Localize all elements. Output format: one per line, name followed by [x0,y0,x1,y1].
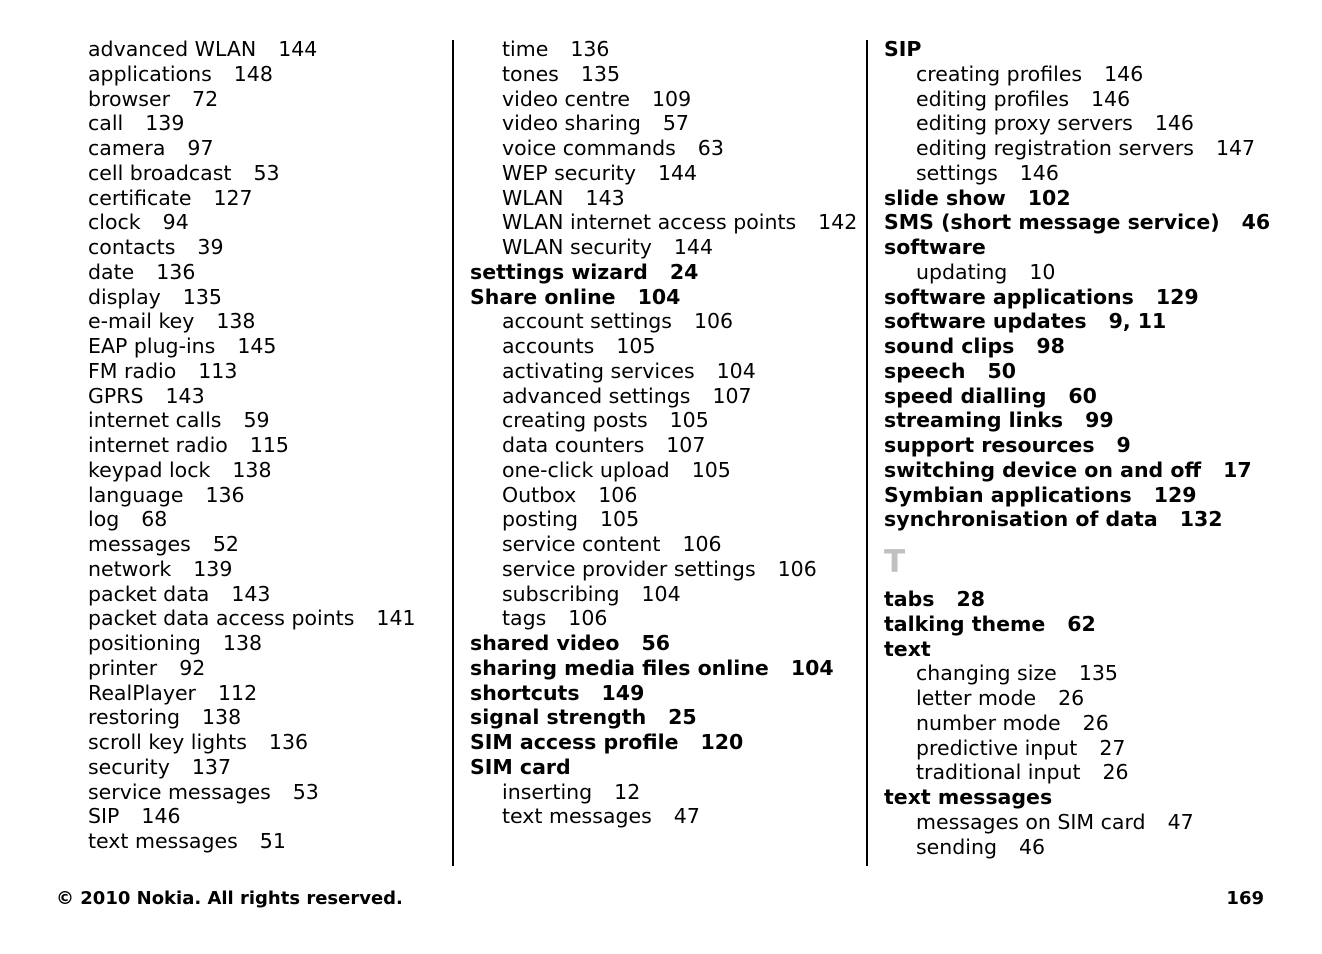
index-subentry [884,260,1304,285]
index-entry [884,384,1304,409]
index-page-ref: 17 [1223,457,1252,482]
index-term: text messages [88,829,238,853]
index-entry [884,235,1304,260]
index-page-ref: 135 [580,61,621,86]
index-term: text [884,636,931,661]
index-subentry [470,384,850,409]
index-subentry [470,136,850,161]
index-page-ref: 138 [222,631,263,655]
index-term: keypad lock [88,457,211,482]
index-page-ref: 105 [599,507,640,532]
index-term: advanced settings [502,383,691,408]
index-subentry [88,656,448,681]
index-entry [884,186,1304,211]
index-term: EAP plug-ins [88,334,216,358]
index-entry [884,637,1304,662]
index-entry [470,285,850,310]
index-term: data counters [502,433,645,457]
index-entry [470,705,850,730]
index-term: language [88,482,184,507]
index-entry [884,37,1304,62]
index-page-ref: 47 [1167,809,1194,834]
index-subentry [470,557,850,582]
index-term: text messages [884,785,1053,809]
index-page-ref: 106 [568,606,608,631]
index-subentry [884,686,1304,711]
index-page-ref: 62 [1067,611,1096,636]
index-entry [884,408,1304,433]
index-term: service messages [88,779,271,804]
index-page-ref: 104 [716,358,756,383]
index-term: number mode [916,710,1061,735]
index-page-ref: 138 [216,309,256,334]
index-page-ref: 138 [232,457,272,482]
index-subentry [470,87,850,112]
index-page-ref: 144 [278,37,318,61]
index-term: creating posts [502,408,648,433]
index-entry [470,260,850,285]
index-term: accounts [502,334,595,358]
index-page-ref: 109 [652,86,692,111]
index-page-ref: 72 [192,86,219,111]
index-page-ref: 56 [641,631,671,655]
index-term: RealPlayer [88,680,196,705]
index-page-ref: 145 [237,334,277,358]
index-subentry [470,62,850,87]
index-subentry [88,681,448,706]
index-term: security [88,754,170,779]
index-term: certificate [88,185,192,210]
index-term: text messages [502,804,652,829]
index-page-ref: 105 [669,408,709,433]
index-subentry [470,37,850,62]
index-term: editing proxy servers [916,111,1133,136]
index-term: creating profiles [916,61,1083,86]
index-subentry [470,780,850,805]
index-term: traditional input [916,760,1081,785]
index-page-ref: 136 [205,482,245,507]
index-term: settings [916,160,998,185]
index-page-ref: 135 [1078,661,1118,686]
index-page-ref: 10 [1029,259,1056,284]
index-page-ref: 106 [777,556,817,581]
index-entry [884,612,1304,637]
index-page-ref: 102 [1027,185,1071,210]
index-subentry [88,210,448,235]
index-subentry [88,804,448,829]
index-term: restoring [88,705,180,730]
index-page-ref: 143 [231,581,271,606]
index-term: e-mail key [88,309,195,334]
index-page-ref: 143 [585,185,625,210]
index-subentry [884,87,1304,112]
index-page-ref: 137 [191,754,231,779]
index-subentry [470,804,850,829]
index-term: WEP security [502,160,636,185]
index-term: shortcuts [470,680,580,705]
index-term: Outbox [502,482,577,507]
page-number: 169 [1226,888,1264,909]
index-subentry [470,458,850,483]
index-subentry [88,136,448,161]
index-subentry [470,532,850,557]
index-entry [884,507,1304,532]
index-page-ref: 9 [1116,433,1131,457]
index-entry [884,483,1304,508]
index-page-ref: 28 [956,587,986,611]
index-page-ref: 26 [1058,686,1085,710]
index-page-ref: 141 [376,606,416,631]
index-subentry [88,334,448,359]
index-page-ref: 146 [1091,86,1131,111]
index-entry [884,359,1304,384]
index-page-ref: 107 [666,433,706,457]
index-page-ref: 27 [1099,735,1126,760]
index-term: posting [502,507,578,532]
index-entry [470,656,850,681]
index-subentry [88,606,448,631]
index-term: synchronisation of data [884,507,1158,532]
index-subentry [884,835,1304,860]
index-page-ref: 50 [987,358,1016,383]
index-subentry [470,334,850,359]
index-subentry [470,507,850,532]
index-term: date [88,259,135,284]
index-subentry [88,285,448,310]
index-subentry [88,37,448,62]
index-term: inserting [502,779,593,804]
index-page-ref: 147 [1215,136,1256,160]
index-term: voice commands [502,136,676,160]
index-term: applications [88,61,212,86]
index-term: video sharing [502,111,641,136]
index-term: positioning [88,631,201,655]
index-entry [470,755,850,780]
index-page-ref: 94 [162,210,189,235]
index-term: display [88,284,161,309]
index-entry [884,785,1304,810]
index-term: internet radio [88,433,228,457]
index-page-ref: 136 [268,730,309,754]
index-page-ref: 149 [601,680,645,705]
index-subentry [470,359,850,384]
index-page-ref: 106 [682,532,722,556]
index-term: SIM access profile [470,730,679,754]
index-term: tones [502,61,559,86]
index-term: editing profiles [916,86,1070,111]
index-subentry [88,235,448,260]
index-term: tabs [884,587,935,611]
index-page-ref: 68 [141,507,168,532]
index-subentry [470,309,850,334]
index-term: browser [88,86,171,111]
index-term: call [88,111,124,136]
index-subentry [88,829,448,854]
index-page-ref: 146 [1019,160,1059,185]
index-page-ref: 136 [156,259,196,284]
index-page-ref: 97 [187,136,214,160]
index-page-ref: 63 [697,136,724,160]
index-page-ref: 104 [790,655,834,680]
index-page-ref: 115 [249,433,289,457]
index-subentry [88,408,448,433]
index-subentry [88,705,448,730]
index-subentry [470,408,850,433]
index-subentry [88,161,448,186]
index-subentry [884,760,1304,785]
index-term: advanced WLAN [88,37,257,61]
index-section-letter: T [884,544,906,580]
index-column-2 [470,37,858,829]
index-subentry [470,210,858,235]
index-term: account settings [502,309,672,334]
index-subentry [88,532,448,557]
index-page-ref: 46 [1019,834,1046,859]
index-entry [884,210,1304,235]
index-subentry [884,62,1304,87]
index-term: camera [88,136,166,160]
index-page-ref: 51 [259,829,286,853]
index-page-ref: 24 [669,259,699,284]
index-subentry [88,582,448,607]
index-entry [884,309,1304,334]
index-page-ref: 113 [198,358,238,383]
index-term: talking theme [884,611,1046,636]
index-page-ref: 143 [165,383,205,408]
index-page-ref: 142 [818,210,858,235]
index-term: SIP [88,804,120,829]
index-term: WLAN [502,185,564,210]
index-page-ref: 120 [700,730,744,754]
index-page-ref: 25 [668,705,697,730]
index-term: signal strength [470,705,647,730]
index-page-ref: 92 [179,655,206,680]
index-entry [470,631,850,656]
index-term: speed dialling [884,383,1047,408]
index-term: cell broadcast [88,160,232,185]
index-term: packet data access points [88,606,355,631]
index-subentry [88,111,448,136]
index-page-ref: 127 [213,185,253,210]
index-subentry [88,433,448,458]
index-term: activating services [502,358,695,383]
index-term: SIM card [470,754,571,779]
index-page-ref: 59 [243,408,270,433]
index-page-ref: 104 [641,581,681,606]
index-term: scroll key lights [88,730,247,754]
index-subentry [88,458,448,483]
index-entry [884,334,1304,359]
index-page-ref: 52 [212,532,239,556]
index-page-ref: 146 [1104,61,1144,86]
index-subentry [88,260,448,285]
index-subentry [88,62,448,87]
index-term: WLAN security [502,235,652,259]
index-entry [884,458,1304,483]
index-page-ref: 144 [657,160,698,185]
index-term: one-click upload [502,457,670,482]
index-term: messages [88,532,191,556]
index-term: GPRS [88,383,144,408]
index-term: log [88,507,120,532]
index-page-ref: 136 [570,37,610,61]
index-entry [470,730,850,755]
index-entry [470,681,850,706]
index-term: editing registration servers [916,136,1194,160]
index-term: subscribing [502,581,620,606]
index-term: video centre [502,86,631,111]
index-page-ref: 138 [201,705,242,730]
index-page-ref: 46 [1241,210,1271,235]
index-page-ref: 132 [1179,507,1223,532]
index-term: predictive input [916,735,1078,760]
index-term: service content [502,532,661,556]
index-term: sharing media files online [470,655,769,680]
index-page-ref: 146 [1154,111,1194,136]
index-term: shared video [470,631,620,655]
index-term: settings wizard [470,259,648,284]
index-term: time [502,37,549,61]
index-subentry [470,186,850,211]
index-entry [884,587,1304,612]
index-term: speech [884,358,966,383]
index-term: packet data [88,581,210,606]
index-term: changing size [916,661,1057,686]
index-page-ref: 53 [253,160,280,185]
index-term: software [884,235,986,259]
index-term: Symbian applications [884,482,1132,507]
index-page-ref: 105 [616,334,656,358]
index-subentry [884,661,1304,686]
index-subentry [88,309,448,334]
index-subentry [470,161,850,186]
index-subentry [88,730,448,755]
index-column-1 [88,37,448,854]
index-term: sending [916,834,997,859]
index-page-ref: 98 [1036,334,1065,358]
index-page-ref: 107 [712,383,752,408]
index-page-ref: 9, 11 [1108,309,1167,334]
column-divider-2 [866,40,868,866]
index-page-ref: 26 [1082,710,1109,735]
index-page-ref: 146 [141,804,181,829]
index-term: service provider settings [502,556,756,581]
index-entry [884,285,1304,310]
index-page-ref: 60 [1068,383,1097,408]
index-page-ref: 112 [218,680,258,705]
index-page-ref: 39 [197,235,224,259]
index-subentry [88,631,448,656]
index-term: software updates [884,309,1087,334]
index-page-ref: 53 [292,779,319,804]
index-term: updating [916,259,1008,284]
index-term: Share online [470,284,616,309]
index-term: support resources [884,433,1095,457]
index-page-ref: 57 [662,111,689,136]
index-subentry [88,87,448,112]
index-term: network [88,556,172,581]
index-subentry [884,161,1304,186]
index-page-ref: 106 [598,482,638,507]
index-term: tags [502,606,547,631]
index-term: contacts [88,235,176,259]
copyright-notice: © 2010 Nokia. All rights reserved. [56,888,403,909]
index-page-ref: 135 [182,284,222,309]
index-page-ref: 129 [1153,482,1197,507]
index-term: WLAN internet access points [502,210,797,235]
index-page-ref: 12 [614,779,641,804]
index-term: printer [88,655,158,680]
index-subentry [470,483,850,508]
index-term: switching device on and off [884,457,1202,482]
index-subentry [470,582,850,607]
index-subentry [884,136,1304,161]
index-term: software applications [884,284,1134,309]
index-page-ref: 47 [673,804,700,829]
index-page-ref: 139 [193,556,233,581]
index-subentry [470,606,850,631]
index-subentry [88,755,448,780]
index-subentry [88,186,448,211]
index-subentry [88,359,448,384]
index-term: letter mode [916,686,1037,710]
index-subentry [470,235,850,260]
column-divider-1 [452,40,454,866]
index-subentry [884,711,1304,736]
index-subentry [88,483,448,508]
index-page-ref: 144 [673,235,714,259]
index-term: SMS (short message service) [884,210,1220,235]
index-page-ref: 104 [637,284,681,309]
index-subentry [884,111,1304,136]
index-subentry [88,557,448,582]
index-subentry [470,111,850,136]
index-page-ref: 106 [693,309,734,334]
index-term: messages on SIM card [916,809,1146,834]
index-term: FM radio [88,358,177,383]
index-page-ref: 26 [1102,760,1129,785]
index-subentry [88,384,448,409]
index-entry [884,433,1304,458]
index-term: sound clips [884,334,1015,358]
index-column-3 [884,37,1304,859]
index-subentry [884,736,1304,761]
index-page-ref: 105 [691,457,731,482]
index-term: SIP [884,37,922,61]
index-page-ref: 99 [1085,408,1114,433]
index-subentry [470,433,850,458]
index-term: streaming links [884,408,1064,433]
index-subentry [88,780,448,805]
index-page-ref: 129 [1155,284,1199,309]
index-term: clock [88,210,141,235]
index-subentry [884,810,1304,835]
index-term: slide show [884,185,1006,210]
index-subentry [88,507,448,532]
index-page-ref: 139 [145,111,185,136]
index-page-ref: 148 [233,61,273,86]
index-term: internet calls [88,408,222,433]
